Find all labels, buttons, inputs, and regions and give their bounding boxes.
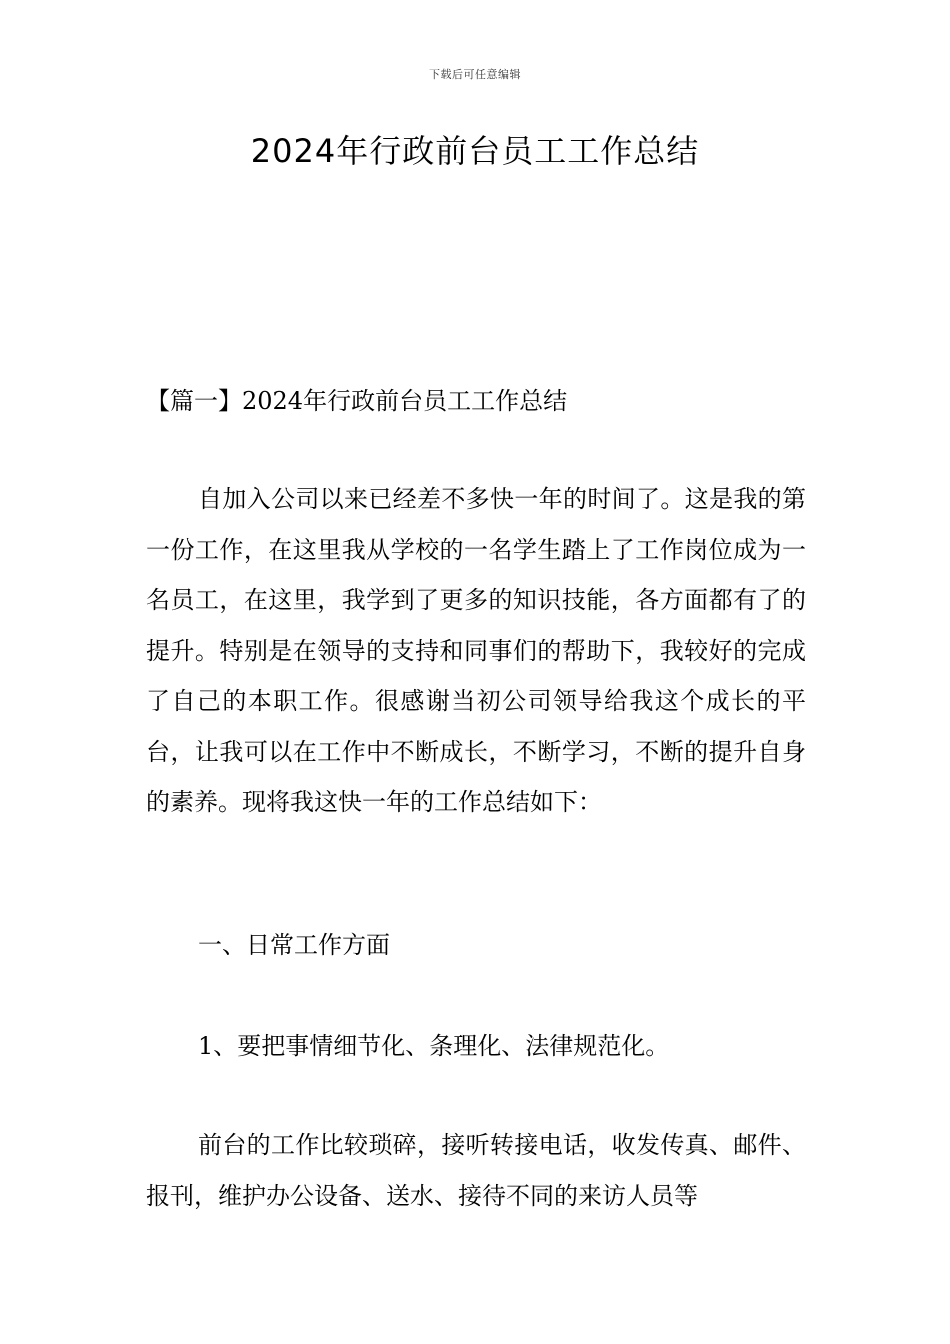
section-heading: 【篇一】2024年行政前台员工工作总结: [146, 387, 568, 415]
paragraph-front-desk: 前台的工作比较琐碎，接听转接电话，收发传真、邮件、报刊，维护办公设备、送水、接待不同的来访人员等: [146, 1131, 806, 1210]
header-note: 下载后可任意编辑: [429, 68, 521, 81]
paragraph-intro: 自加入公司以来已经差不多快一年的时间了。这是我的第一份工作，在这里我从学校的一名学生踏上了工作岗位成为一名员工，在这里，我学到了更多的知识技能，各方面都有了的提升。特别是在领导的支持和同事们的帮助下，我较好的完成了自己的本职工作。很感谢当初公司领导给我这个成长的平台，让我可以在工作中不断成长，不断学习，不断的提升自身的素养。现将我这快一年的工作总结如下：: [146, 485, 806, 816]
section-daily-work: 一、日常工作方面: [198, 931, 390, 959]
subsection-detail: 1、要把事情细节化、条理化、法律规范化。: [198, 1032, 670, 1060]
document-title: 2024年行政前台员工工作总结: [250, 132, 700, 170]
